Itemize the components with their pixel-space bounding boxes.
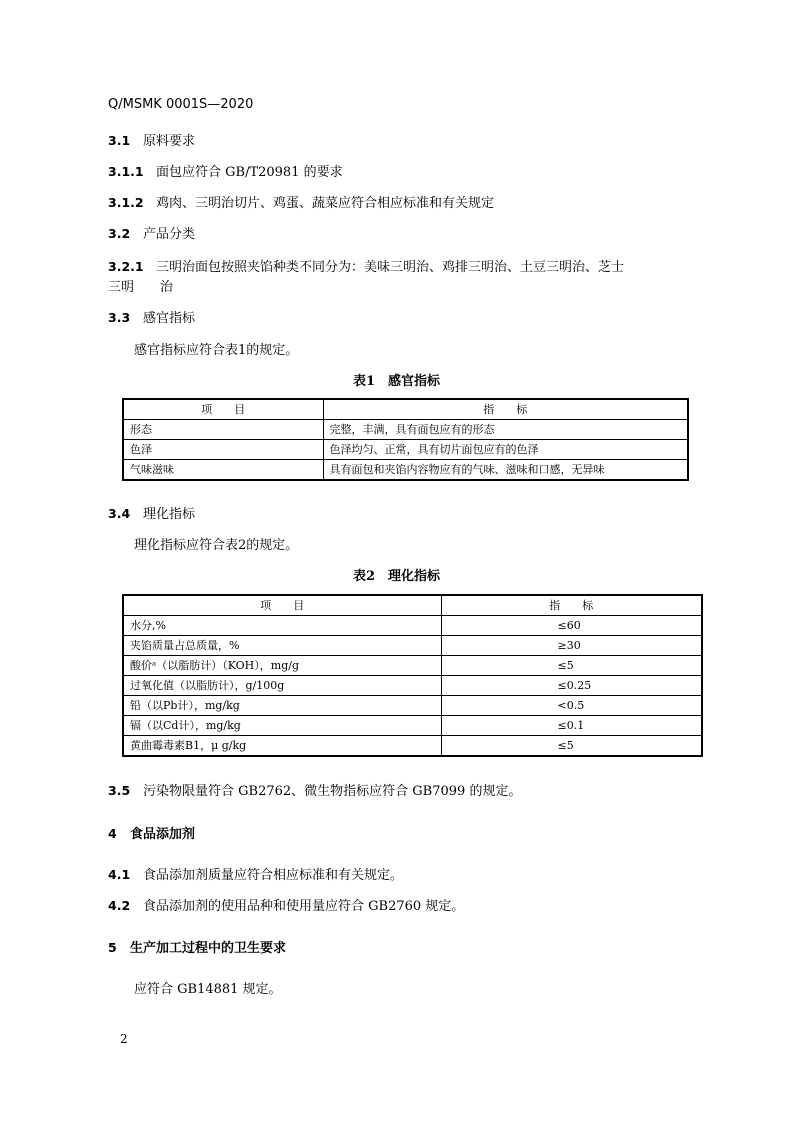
table-1-caption: 表1 感官指标 bbox=[352, 374, 441, 389]
table-cell: 水分,% bbox=[123, 616, 441, 636]
table-header-row bbox=[123, 595, 702, 616]
clause-3-2-1-continuation: 三明 治 bbox=[108, 280, 174, 295]
clause-number: 4.2 bbox=[108, 898, 131, 913]
table-row bbox=[123, 460, 688, 481]
table-sensory bbox=[122, 398, 689, 481]
table-cell: 夹馅质量占总质量，% bbox=[123, 636, 441, 656]
table-cell: 镉（以Cd计），mg/kg bbox=[123, 716, 441, 736]
section-number: 4 bbox=[108, 826, 117, 841]
section-3-4-body: 理化指标应符合表2的规定。 bbox=[134, 538, 299, 553]
table-header-row bbox=[123, 399, 688, 420]
table-cell: 黄曲霉毒素B1，μ g/kg bbox=[123, 736, 441, 757]
clause-3-2-1 bbox=[108, 256, 624, 275]
table-cell: ≤5 bbox=[441, 656, 702, 676]
clause-number: 3.5 bbox=[108, 783, 131, 798]
clause-text: 食品添加剂的使用品种和使用量应符合 GB2760 规定。 bbox=[143, 899, 465, 914]
table-cell: 酸价ᵃ（以脂肪计）（KOH），mg/g bbox=[123, 656, 441, 676]
section-5 bbox=[108, 937, 286, 956]
table-cell: 形态 bbox=[123, 420, 323, 440]
clause-text: 污染物限量符合 GB2762、微生物指标应符合 GB7099 的规定。 bbox=[143, 784, 522, 799]
table-cell: ≥30 bbox=[441, 636, 702, 656]
section-number: 3.3 bbox=[108, 310, 131, 325]
section-number: 3.1 bbox=[108, 133, 131, 148]
table-cell: 气味滋味 bbox=[123, 460, 323, 481]
clause-4-1 bbox=[108, 864, 403, 883]
section-3-3 bbox=[108, 307, 195, 326]
table-cell: 色泽均匀、正常，具有切片面包应有的色泽 bbox=[323, 440, 688, 460]
column-header: 指 标 bbox=[441, 595, 702, 616]
section-number: 3.4 bbox=[108, 506, 131, 521]
table-row bbox=[123, 420, 688, 440]
table-cell: ≤60 bbox=[441, 616, 702, 636]
column-header: 项 目 bbox=[123, 595, 441, 616]
table-cell: <0.5 bbox=[441, 696, 702, 716]
clause-4-2 bbox=[108, 895, 464, 914]
table-row bbox=[123, 676, 702, 696]
document-code: Q/MSMK 0001S—2020 bbox=[108, 97, 254, 112]
section-title: 产品分类 bbox=[143, 227, 196, 242]
table-cell: ≤5 bbox=[441, 736, 702, 757]
section-3-4 bbox=[108, 503, 195, 522]
table-row bbox=[123, 440, 688, 460]
table-cell: 色泽 bbox=[123, 440, 323, 460]
section-number: 5 bbox=[108, 940, 117, 955]
clause-number: 3.2.1 bbox=[108, 259, 144, 274]
section-5-body: 应符合 GB14881 规定。 bbox=[134, 982, 282, 997]
section-3-1 bbox=[108, 130, 195, 149]
table-row bbox=[123, 716, 702, 736]
section-4 bbox=[108, 823, 195, 842]
clause-text: 面包应符合 GB/T20981 的要求 bbox=[156, 165, 343, 180]
clause-3-5 bbox=[108, 780, 521, 799]
table-cell: ≤0.25 bbox=[441, 676, 702, 696]
table-row bbox=[123, 656, 702, 676]
table-row bbox=[123, 696, 702, 716]
clause-number: 3.1.2 bbox=[108, 195, 144, 210]
clause-text: 鸡肉、三明治切片、鸡蛋、蔬菜应符合相应标准和有关规定 bbox=[156, 196, 495, 211]
table-cell: ≤0.1 bbox=[441, 716, 702, 736]
table-row bbox=[123, 616, 702, 636]
column-header: 项 目 bbox=[123, 399, 323, 420]
clause-3-1-1 bbox=[108, 161, 343, 180]
clause-text: 食品添加剂质量应符合相应标准和有关规定。 bbox=[143, 868, 404, 883]
table-2-caption: 表2 理化指标 bbox=[352, 569, 441, 584]
column-header: 指 标 bbox=[323, 399, 688, 420]
section-title: 原料要求 bbox=[143, 134, 196, 149]
section-title: 生产加工过程中的卫生要求 bbox=[130, 941, 287, 956]
section-title: 理化指标 bbox=[143, 507, 196, 522]
table-cell: 铅（以Pb计），mg/kg bbox=[123, 696, 441, 716]
table-cell: 完整，丰满，具有面包应有的形态 bbox=[323, 420, 688, 440]
table-cell: 过氧化值（以脂肪计），g/100g bbox=[123, 676, 441, 696]
table-cell: 具有面包和夹馅内容物应有的气味、滋味和口感，无异味 bbox=[323, 460, 688, 481]
table-row bbox=[123, 636, 702, 656]
clause-text: 三明治面包按照夹馅种类不同分为：美味三明治、鸡排三明治、土豆三明治、芝士 bbox=[156, 260, 625, 275]
section-3-3-body: 感官指标应符合表1的规定。 bbox=[134, 343, 299, 358]
table-row bbox=[123, 736, 702, 757]
page-number: 2 bbox=[120, 1032, 128, 1046]
section-title: 食品添加剂 bbox=[130, 827, 196, 842]
clause-number: 4.1 bbox=[108, 867, 131, 882]
section-title: 感官指标 bbox=[143, 311, 196, 326]
section-3-2 bbox=[108, 223, 195, 242]
clause-number: 3.1.1 bbox=[108, 164, 144, 179]
clause-3-1-2 bbox=[108, 192, 494, 211]
table-physicochemical bbox=[122, 594, 703, 757]
section-number: 3.2 bbox=[108, 226, 131, 241]
